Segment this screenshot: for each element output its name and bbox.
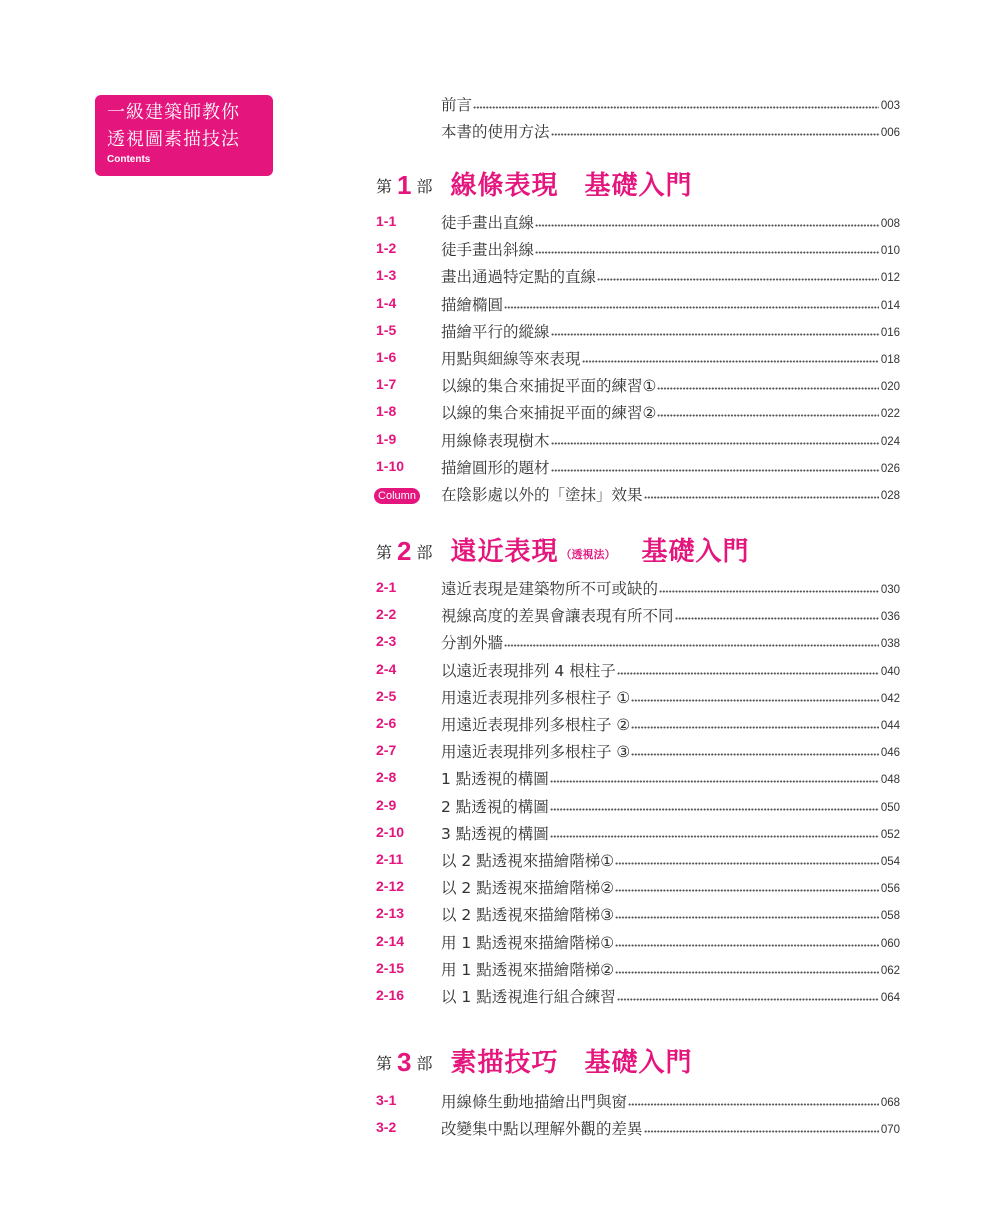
dot-leader	[631, 699, 878, 702]
column-badge: Column	[374, 488, 420, 504]
entry-title: 徒手畫出斜線	[441, 241, 535, 259]
entry-title-row	[441, 794, 900, 818]
entry-number: 1-10	[376, 458, 405, 474]
dot-leader	[473, 106, 879, 109]
entry-title: 以 2 點透視來描繪階梯①	[441, 852, 615, 870]
toc-entry[interactable]	[376, 739, 900, 763]
entry-number: 1-3	[376, 267, 397, 283]
entry-title: 以 2 點透視來描繪階梯③	[441, 906, 615, 924]
part-suffix: 部	[416, 543, 433, 562]
toc-entry[interactable]	[376, 630, 900, 654]
page-number: 050	[880, 802, 900, 814]
dot-leader	[615, 889, 879, 892]
dot-leader	[550, 835, 879, 838]
page-number: 022	[880, 408, 900, 420]
page-number: 062	[880, 965, 900, 977]
toc-entry[interactable]	[376, 930, 900, 954]
toc-entry[interactable]	[376, 319, 900, 343]
part-number: 3	[397, 1047, 412, 1077]
toc-entry[interactable]	[376, 766, 900, 790]
entry-title: 3 點透視的構圖	[441, 825, 549, 843]
entry-number: 2-11	[376, 851, 404, 867]
toc-entry[interactable]	[376, 875, 900, 899]
toc-entry[interactable]	[376, 400, 900, 424]
entry-title: 2 點透視的構圖	[441, 798, 549, 816]
dot-leader	[657, 414, 878, 417]
entry-number: 2-14	[376, 933, 405, 949]
entry-title: 用遠近表現排列多根柱子 ②	[441, 716, 631, 734]
page-number: 056	[880, 883, 900, 895]
entry-title: 前言	[441, 96, 473, 114]
page-number: 060	[880, 938, 900, 950]
dot-leader	[550, 808, 879, 811]
entry-title-row	[441, 210, 900, 234]
entry-title-row	[441, 373, 900, 397]
toc-entry[interactable]	[376, 455, 900, 479]
toc-entry[interactable]	[376, 482, 900, 506]
entry-title-row	[441, 821, 900, 845]
toc-entry[interactable]	[376, 712, 900, 736]
page-number: 058	[880, 910, 900, 922]
entry-number: 2-10	[376, 824, 405, 840]
toc-entry[interactable]	[376, 685, 900, 709]
entry-number: 2-12	[376, 878, 405, 894]
entry-title-row	[441, 119, 900, 143]
entry-number: 2-15	[376, 960, 405, 976]
page-number: 026	[880, 463, 900, 475]
part-title: 遠近表現	[450, 537, 559, 567]
page-number: 046	[880, 747, 900, 759]
part-heading	[376, 529, 750, 569]
page-number: 030	[880, 584, 900, 596]
entry-title: 遠近表現是建築物所不可或缺的	[441, 580, 659, 598]
page-number: 016	[880, 327, 900, 339]
entry-title-row	[441, 848, 900, 872]
entry-title-row	[441, 712, 900, 736]
part-prefix: 第	[376, 177, 393, 196]
entry-title-row	[441, 428, 900, 452]
part-heading	[376, 163, 693, 203]
page-number: 020	[880, 381, 900, 393]
entry-title-row	[441, 902, 900, 926]
part-title-note: （透視法）	[560, 548, 616, 561]
entry-title-row	[441, 346, 900, 370]
entry-title-row	[441, 482, 900, 506]
book-title-line-2: 透視圖素描技法	[107, 129, 240, 150]
entry-number: 1-5	[376, 322, 397, 338]
entry-title-row	[441, 658, 900, 682]
entry-title-row	[441, 319, 900, 343]
entry-number: 1-2	[376, 240, 397, 256]
toc-entry[interactable]	[376, 1089, 900, 1113]
page-number: 052	[880, 829, 900, 841]
dot-leader	[628, 1103, 879, 1106]
entry-title-row	[441, 264, 900, 288]
entry-number: 2-3	[376, 633, 397, 649]
entry-title: 描繪平行的縱線	[441, 323, 550, 341]
entry-number: 2-13	[376, 905, 405, 921]
entry-title-row	[441, 630, 900, 654]
entry-number: 1-7	[376, 376, 397, 392]
part-number: 1	[397, 170, 412, 200]
part-heading	[376, 1040, 693, 1080]
dot-leader	[615, 944, 879, 947]
entry-title-row	[441, 685, 900, 709]
entry-title-row	[441, 875, 900, 899]
entry-title: 1 點透視的構圖	[441, 770, 549, 788]
entry-title: 以遠近表現排列 4 根柱子	[441, 662, 616, 680]
toc-entry[interactable]	[376, 984, 900, 1008]
entry-number: 1-8	[376, 403, 397, 419]
toc-entry[interactable]	[376, 428, 900, 452]
dot-leader	[535, 251, 879, 254]
entry-title-row	[441, 576, 900, 600]
page-number: 012	[880, 272, 900, 284]
toc-entry[interactable]	[376, 794, 900, 818]
entry-title: 用點與細線等來表現	[441, 350, 581, 368]
dot-leader	[631, 726, 878, 729]
part-prefix: 第	[376, 1054, 393, 1073]
dot-leader	[551, 442, 879, 445]
part-title-sub: 基礎入門	[584, 171, 693, 201]
entry-title: 分割外牆	[441, 634, 504, 652]
part-title-sub: 基礎入門	[641, 537, 750, 567]
toc-entry[interactable]	[376, 237, 900, 261]
entry-title: 在陰影處以外的「塗抹」效果	[441, 486, 643, 504]
page-number: 008	[880, 218, 900, 230]
part-title: 素描技巧	[450, 1048, 559, 1078]
dot-leader	[644, 1130, 879, 1133]
entry-title-row	[441, 92, 900, 116]
entry-title-row	[441, 1116, 900, 1140]
entry-title: 用 1 點透視來描繪階梯②	[441, 961, 615, 979]
entry-title: 改變集中點以理解外觀的差異	[441, 1120, 643, 1138]
page-number: 038	[880, 638, 900, 650]
entry-title: 本書的使用方法	[441, 123, 550, 141]
book-title-line-1: 一級建築師教你	[107, 102, 240, 123]
entry-number: 3-1	[376, 1092, 397, 1108]
entry-title-row	[441, 237, 900, 261]
dot-leader	[631, 753, 878, 756]
dot-leader	[615, 862, 879, 865]
toc-entry[interactable]	[376, 373, 900, 397]
toc-entry[interactable]	[376, 848, 900, 872]
entry-title-row	[441, 400, 900, 424]
entry-number: 2-16	[376, 987, 405, 1003]
book-title-badge	[95, 95, 273, 176]
entry-number: 1-6	[376, 349, 397, 365]
dot-leader	[675, 617, 879, 620]
page-number: 006	[880, 127, 900, 139]
dot-leader	[551, 333, 879, 336]
dot-leader	[535, 224, 879, 227]
page-number: 054	[880, 856, 900, 868]
page-number: 070	[880, 1124, 900, 1136]
entry-title: 用線條生動地描繪出門與窗	[441, 1093, 628, 1111]
entry-title-row	[441, 739, 900, 763]
page-number: 064	[880, 992, 900, 1004]
toc-entry[interactable]	[376, 1116, 900, 1140]
entry-title: 徒手畫出直線	[441, 214, 535, 232]
toc-entry[interactable]	[376, 292, 900, 316]
toc-entry[interactable]	[376, 957, 900, 981]
dot-leader	[551, 133, 879, 136]
page-number: 018	[880, 354, 900, 366]
entry-number: 2-6	[376, 715, 397, 731]
dot-leader	[657, 387, 878, 390]
page-number: 068	[880, 1097, 900, 1109]
page-number: 036	[880, 611, 900, 623]
entry-number: 1-1	[376, 213, 397, 229]
toc-entry[interactable]	[376, 902, 900, 926]
entry-number: 2-5	[376, 688, 397, 704]
page-number: 024	[880, 436, 900, 448]
entry-title: 以 2 點透視來描繪階梯②	[441, 879, 615, 897]
part-title-sub: 基礎入門	[584, 1048, 693, 1078]
entry-number: 2-7	[376, 742, 397, 758]
part-number: 2	[397, 536, 412, 566]
entry-title-row	[441, 766, 900, 790]
dot-leader	[659, 590, 879, 593]
toc-entry[interactable]	[376, 346, 900, 370]
part-title: 線條表現	[450, 171, 559, 201]
toc-entry[interactable]	[376, 603, 900, 627]
toc-entry[interactable]	[376, 264, 900, 288]
entry-title: 用遠近表現排列多根柱子 ①	[441, 689, 631, 707]
dot-leader	[582, 360, 879, 363]
toc-entry[interactable]	[376, 658, 900, 682]
page-number: 014	[880, 300, 900, 312]
entry-number: 2-9	[376, 797, 397, 813]
page-number: 044	[880, 720, 900, 732]
page-number: 010	[880, 245, 900, 257]
dot-leader	[617, 672, 879, 675]
toc-entry[interactable]	[376, 119, 900, 143]
dot-leader	[597, 278, 879, 281]
entry-title: 描繪圓形的題材	[441, 459, 550, 477]
entry-title: 描繪橢圓	[441, 296, 504, 314]
entry-number: 1-4	[376, 295, 397, 311]
entry-title-row	[441, 984, 900, 1008]
toc-entry[interactable]	[376, 92, 900, 116]
dot-leader	[644, 496, 879, 499]
entry-title: 視線高度的差異會讓表現有所不同	[441, 607, 674, 625]
dot-leader	[551, 469, 879, 472]
part-suffix: 部	[416, 1054, 433, 1073]
toc-entry[interactable]	[376, 576, 900, 600]
entry-title: 用 1 點透視來描繪階梯①	[441, 934, 615, 952]
entry-number: 2-1	[376, 579, 397, 595]
dot-leader	[617, 998, 879, 1001]
entry-title: 以線的集合來捕捉平面的練習②	[441, 404, 657, 422]
page-number: 028	[880, 490, 900, 502]
page-number: 040	[880, 666, 900, 678]
entry-title-row	[441, 603, 900, 627]
entry-title-row	[441, 957, 900, 981]
toc-entry[interactable]	[376, 210, 900, 234]
contents-label: Contents	[107, 154, 151, 165]
page-number: 048	[880, 774, 900, 786]
dot-leader	[504, 644, 879, 647]
page-number: 003	[880, 100, 900, 112]
part-prefix: 第	[376, 543, 393, 562]
entry-title: 以線的集合來捕捉平面的練習①	[441, 377, 657, 395]
entry-title-row	[441, 292, 900, 316]
entry-number: 2-4	[376, 661, 397, 677]
dot-leader	[504, 306, 879, 309]
part-suffix: 部	[416, 177, 433, 196]
entry-number: 2-8	[376, 769, 397, 785]
entry-number: 2-2	[376, 606, 397, 622]
entry-title: 用線條表現樹木	[441, 432, 550, 450]
entry-title-row	[441, 1089, 900, 1113]
page-number: 042	[880, 693, 900, 705]
entry-title: 用遠近表現排列多根柱子 ③	[441, 743, 631, 761]
dot-leader	[550, 780, 879, 783]
entry-title: 以 1 點透視進行組合練習	[441, 988, 616, 1006]
toc-entry[interactable]	[376, 821, 900, 845]
entry-title: 畫出通過特定點的直線	[441, 268, 597, 286]
entry-title-row	[441, 930, 900, 954]
entry-number: 1-9	[376, 431, 397, 447]
entry-number: 3-2	[376, 1119, 397, 1135]
dot-leader	[615, 971, 879, 974]
dot-leader	[615, 916, 879, 919]
entry-title-row	[441, 455, 900, 479]
